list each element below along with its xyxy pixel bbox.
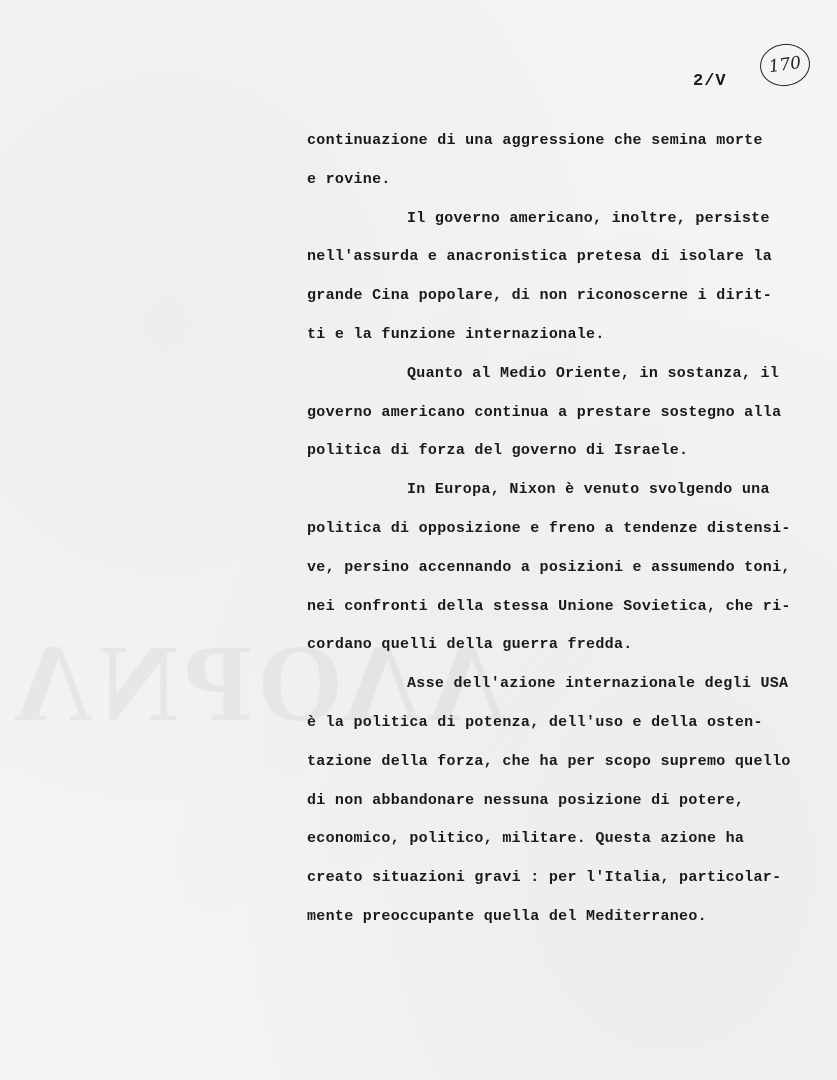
text-line: ti e la funzione internazionale. — [307, 325, 605, 343]
text-line: grande Cina popolare, di non riconoscerne i dirit- — [307, 287, 773, 305]
text-line: mente preoccupante quella del Mediterraneo. — [307, 907, 707, 925]
text-line: e rovine. — [307, 170, 391, 188]
text-line: politica di opposizione e freno a tendenze distensi- — [307, 519, 791, 537]
text-line: tazione della forza, che ha per scopo supremo quello — [307, 752, 791, 770]
handwritten-page-number — [757, 41, 812, 90]
text-line: Il governo americano, inoltre, persiste — [407, 209, 770, 227]
page-label: 2/V — [693, 72, 727, 91]
text-line: politica di forza del governo di Israele. — [307, 442, 689, 460]
stamp-number-text: 170 — [767, 52, 803, 78]
text-line: creato situazioni gravi : per l'Italia, particolar- — [307, 869, 782, 887]
text-line: Asse dell'azione internazionale degli USA — [407, 675, 789, 693]
text-line: di non abbandonare nessuna posizione di potere, — [307, 791, 745, 809]
text-line: In Europa, Nixon è venuto svolgendo una — [407, 481, 770, 499]
text-line: cordano quelli della guerra fredda. — [307, 636, 633, 654]
body-text — [307, 128, 827, 943]
text-line: nell'assurda e anacronistica pretesa di isolare la — [307, 248, 773, 266]
text-line: è la politica di potenza, dell'uso e della osten- — [307, 713, 763, 731]
text-line: nei confronti della stessa Unione Sovietica, che ri- — [307, 597, 791, 615]
text-line: governo americano continua a prestare sostegno alla — [307, 403, 782, 421]
text-line: ve, persino accennando a posizioni e assumendo toni, — [307, 558, 791, 576]
text-line: continuazione di una aggressione che semina morte — [307, 132, 763, 149]
text-line: Quanto al Medio Oriente, in sostanza, il — [407, 364, 780, 382]
text-line: economico, politico, militare. Questa azione ha — [307, 830, 745, 848]
